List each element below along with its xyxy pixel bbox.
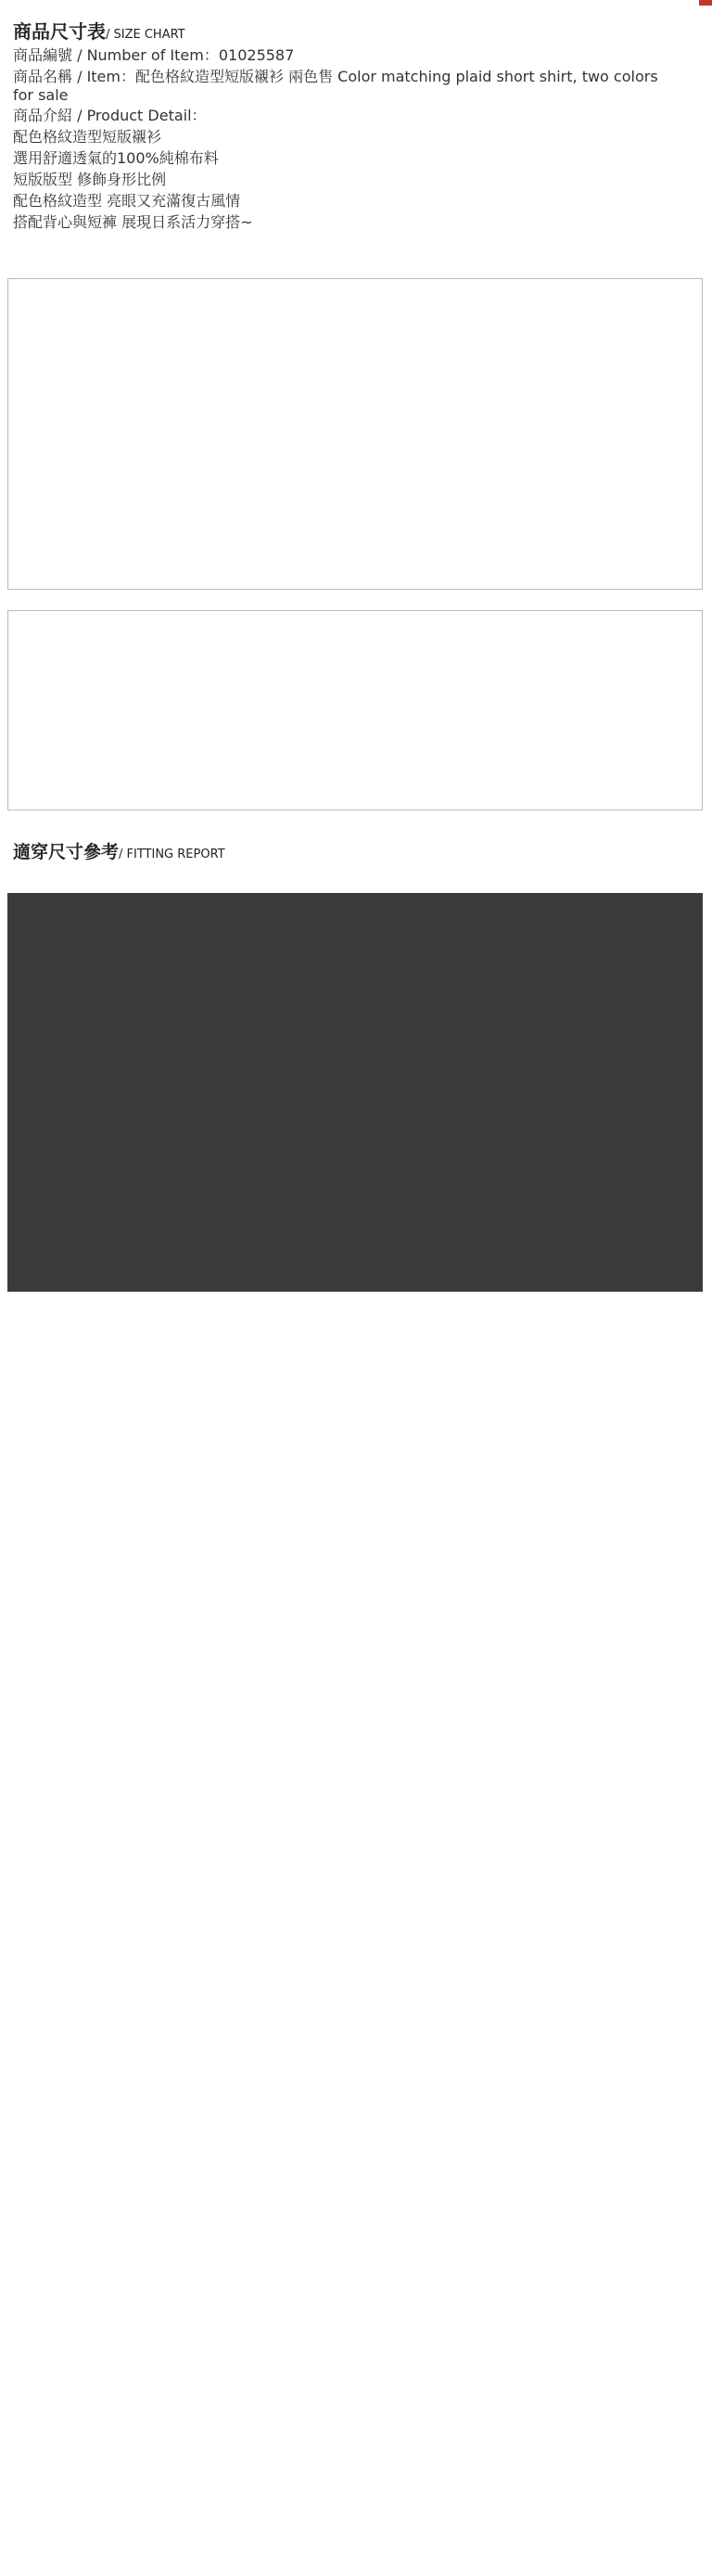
fitting-title: 適穿尺寸參考/ FITTING REPORT [13, 842, 225, 862]
info-line: 商品名稱 / Item：配色格紋造型短版襯衫 兩色售 Color matching plaid short shirt, two colors [13, 68, 658, 85]
info-line: 選用舒適透氣的100%純棉布料 [13, 149, 219, 167]
washing-panel [7, 610, 703, 810]
product-info [13, 44, 699, 232]
page-title: 商品尺寸表/ SIZE CHART [13, 20, 185, 43]
info-line: 搭配背心與短褲 展現日系活力穿搭~ [13, 213, 253, 231]
info-line: 短版版型 修飾身形比例 [13, 171, 167, 188]
basic-info-panel [7, 278, 703, 590]
info-line: 配色格紋造型 亮眼又充滿復古風情 [13, 192, 241, 210]
info-line: for sale [13, 86, 69, 104]
corner-tab [699, 0, 712, 6]
notes-panel [7, 893, 703, 1292]
info-line: 商品編號 / Number of Item：01025587 [13, 46, 295, 64]
info-line: 配色格紋造型短版襯衫 [13, 128, 162, 146]
info-line: 商品介紹 / Product Detail： [13, 107, 207, 124]
header-section [0, 0, 712, 232]
